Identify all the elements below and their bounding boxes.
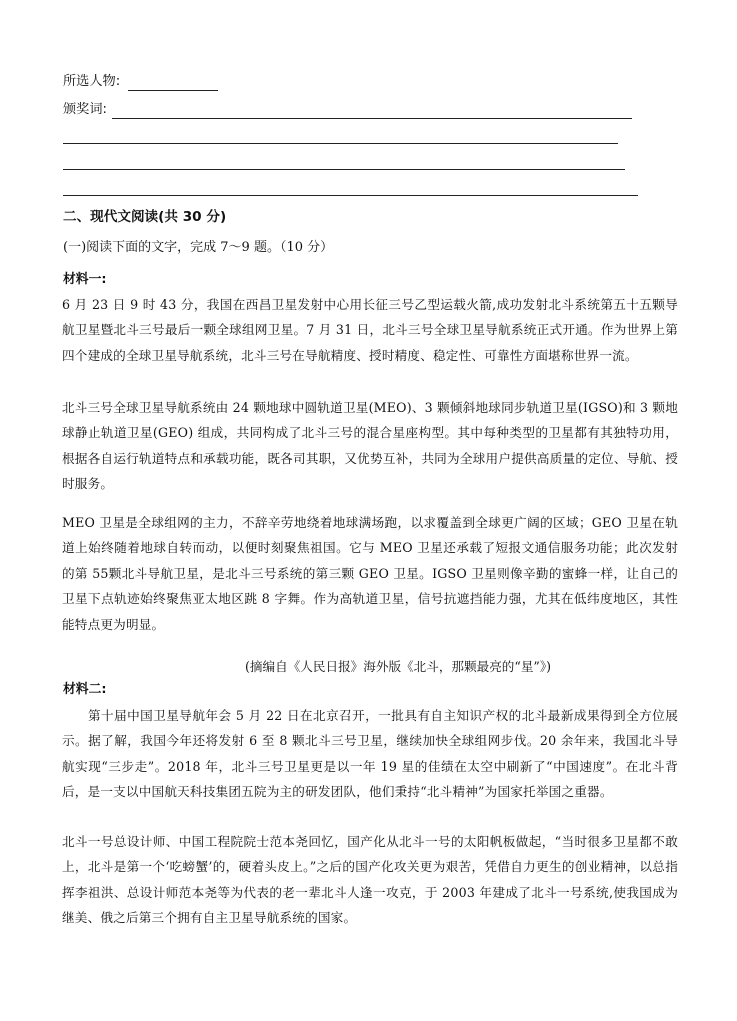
person-label: 所选人物: bbox=[63, 74, 121, 89]
award-answer-line-4[interactable] bbox=[63, 195, 638, 196]
material-2-label: 材料二: bbox=[63, 682, 107, 697]
material-1-paragraph-2: 北斗三号全球卫星导航系统由 24 颗地球中圆轨道卫星(MEO)、3 颗倾斜地球同步轨道卫星(IGSO)和 3 颗地球静止轨道卫星(GEO) 组成，共同构成了北斗三号的混合星座构型。其中每种类型的卫星都有其独特功用，根据各自运行轨道特点和承载功能，既各司其职，又优势互补，共同为全球用户提供高质量的定位、导航、授时服务。 bbox=[62, 400, 678, 492]
person-answer-line[interactable] bbox=[128, 90, 218, 91]
material-1-paragraph-3: MEO 卫星是全球组网的主力，不辞辛劳地绕着地球满场跑，以求覆盖到全球更广阔的区域；GEO 卫星在轨道上始终随着地球自转而动，以便时刻聚焦祖国。它与 MEO 卫星还承载了短报文通信服务功能；此次发射的第 55颗北斗导航卫星，是北斗三号系统的第三颗 GEO 卫星。IGSO 卫星则像辛勤的蜜蜂一样，让自己的卫星下点轨迹始终聚焦亚太地区跳 8 字舞。作为高轨道卫星，信号抗遮挡能力强，尤其在低纬度地区，其性能特点更为明显。 bbox=[62, 515, 678, 632]
material-1-paragraph-1: 6 月 23 日 9 时 43 分，我国在西昌卫星发射中心用长征三号乙型运载火箭,成功发射北斗系统第五十五颗导航卫星暨北斗三号最后一颗全球组网卫星。7 月 31 日，北斗三号全球卫星导航系统正式开通。作为世界上第四个建成的全球卫星导航系统，北斗三号在导航精度、授时精度、稳定性、可靠性方面堪称世界一流。 bbox=[62, 297, 678, 363]
award-answer-line-3[interactable] bbox=[63, 169, 625, 170]
section-heading: 二、现代文阅读(共 30 分) bbox=[63, 209, 227, 225]
section-instruction: (一)阅读下面的文字，完成 7～9 题。（10 分） bbox=[63, 240, 334, 255]
award-answer-line-1[interactable] bbox=[112, 118, 632, 119]
material-1-label: 材料一: bbox=[63, 272, 107, 287]
material-2-paragraph-2: 北斗一号总设计师、中国工程院院士范本尧回忆，国产化从北斗一号的太阳帆板做起，“当时很多卫星都不敢上，北斗是第一个‘吃螃蟹’的，硬着头皮上。”之后的国产化攻关更为艰苦，凭借自力更生的创业精神，以总指挥李祖洪、总设计师范本尧等为代表的老一辈北斗人逢一攻克，于 2003 年建成了北斗一号系统,使我国成为继美、俄之后第三个拥有自主卫星导航系统的国家。 bbox=[62, 834, 678, 926]
material-1-source: (摘编自《人民日报》海外版《北斗，那颗最亮的“星”》) bbox=[245, 659, 552, 674]
award-answer-line-2[interactable] bbox=[63, 143, 618, 144]
material-2-paragraph-1: 第十届中国卫星导航年会 5 月 22 日在北京召开，一批具有自主知识产权的北斗最新成果得到全方位展示。据了解，我国今年还将发射 6 至 8 颗北斗三号卫星，继续加快全球组网步伐。20 余年来，我国北斗导航实现“三步走”。2018 年，北斗三号卫星更是以一年 19 星的佳绩在太空中刷新了“中国速度”。在北斗背后，是一支以中国航天科技集团五院为主的研发团队，他们秉持“北斗精神”为国家托举国之重器。 bbox=[62, 708, 678, 800]
award-label: 颁奖词: bbox=[63, 102, 108, 117]
